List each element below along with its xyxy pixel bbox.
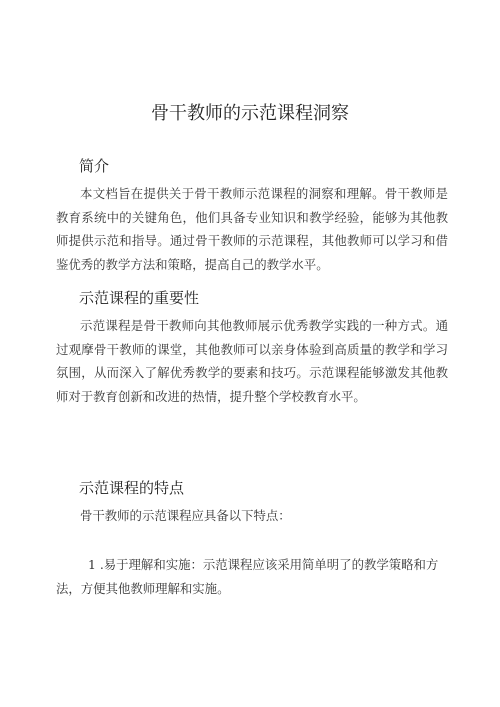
section-introduction (56, 155, 448, 276)
section-paragraph: 示范课程是骨干教师向其他教师展示优秀教学实践的一种方式。通过观摩骨干教师的课堂，其他教师可以亲身体验到高质量的教学和学习氛围，从而深入了解优秀教学的要素和技巧。示范课程能够激发其他教师对于教育创新和改进的热情，提升整个学校教育水平。 (56, 318, 448, 404)
section-features (56, 477, 448, 528)
list-item-number: 1 . (88, 557, 104, 572)
section-importance (56, 287, 448, 408)
section-heading: 简介 (79, 157, 110, 175)
list-item (56, 553, 448, 600)
list-item-text: 易于理解和实施：示范课程应该采用简单明了的教学策略和方法，方便其他教师理解和实施。 (56, 557, 439, 596)
document-title: 骨干教师的示范课程洞察 (151, 103, 349, 124)
section-paragraph: 本文档旨在提供关于骨干教师示范课程的洞察和理解。骨干教师是教育系统中的关键角色，他们具备专业知识和教学经验，能够为其他教师提供示范和指导。通过骨干教师的示范课程，其他教师可以学习和借鉴优秀的教学方法和策略，提高自己的教学水平。 (56, 186, 448, 272)
section-heading: 示范课程的重要性 (79, 289, 200, 307)
section-paragraph: 骨干教师的示范课程应具备以下特点： (80, 508, 291, 523)
section-heading: 示范课程的特点 (79, 479, 185, 497)
